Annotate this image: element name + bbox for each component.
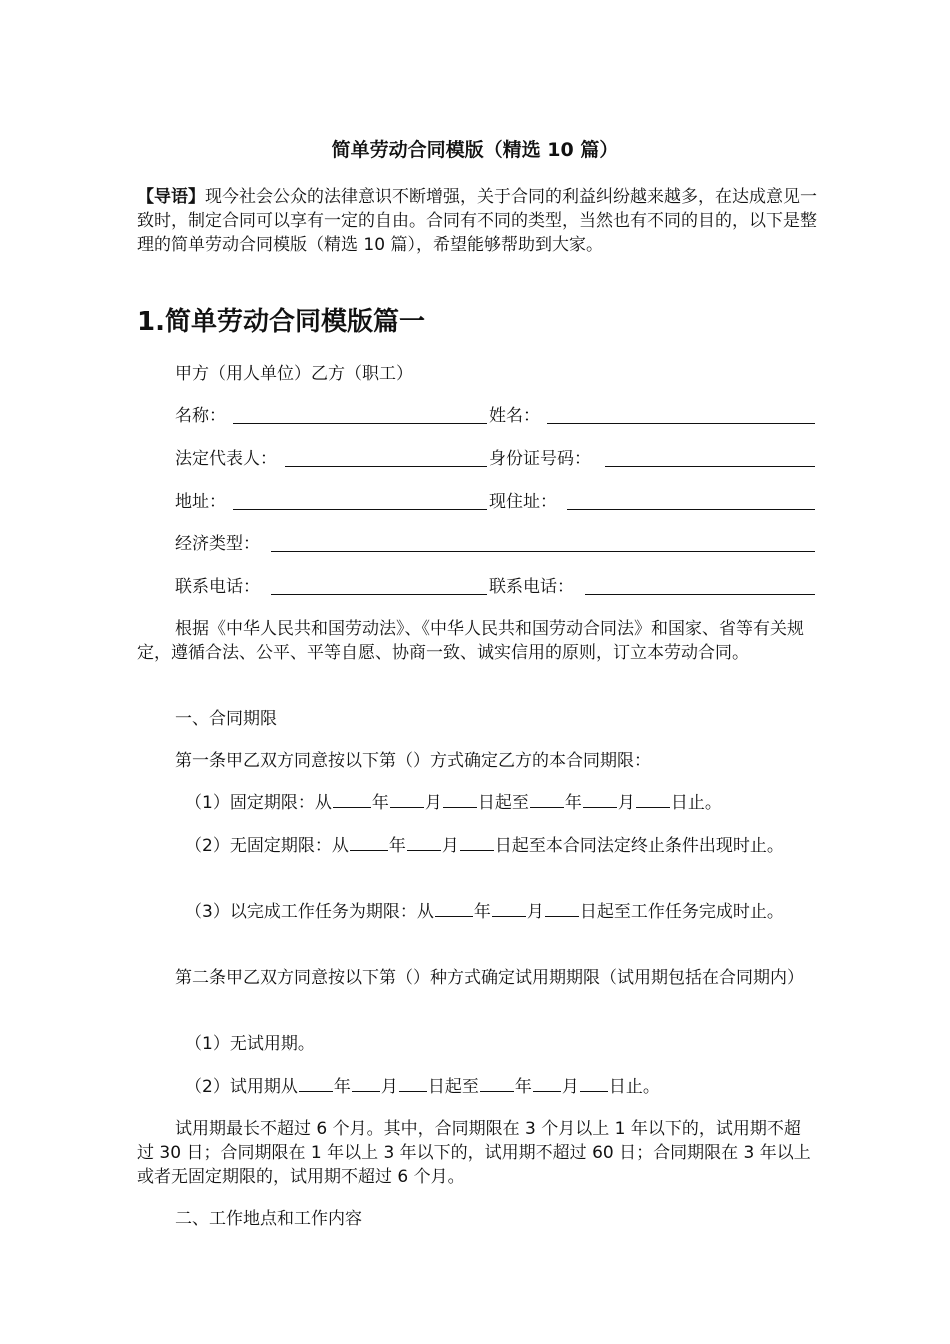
address-label: 地址： bbox=[175, 492, 226, 512]
section-heading: 1.简单劳动合同模版篇一 bbox=[137, 307, 425, 337]
opt3-text-4: 日起至工作任务完成时止。 bbox=[579, 902, 784, 922]
current-address-label: 现住址： bbox=[489, 492, 557, 512]
document-title: 简单劳动合同模版（精选 10 篇） bbox=[331, 139, 619, 161]
current-address-blank bbox=[567, 509, 815, 510]
opt1-text-5: 年 bbox=[564, 793, 582, 813]
month-blank bbox=[352, 1075, 380, 1092]
trial-note-paragraph: 试用期最长不超过 6 个月。其中，合同期限在 3 个月以上 1 年以下的，试用期不超过 30 日；合同期限在 1 年以上 3 年以下的，试用期不超过 60 日；合同期限在 3 年以上或者无固定期限的，试用期不超过 6 个月。 bbox=[137, 1119, 811, 1187]
day-blank bbox=[443, 791, 477, 808]
opt1-text-6: 月 bbox=[617, 793, 635, 813]
field-row-address bbox=[175, 490, 815, 514]
opt2-text-1: （2）无固定期限：从 bbox=[185, 836, 349, 856]
name-blank bbox=[233, 423, 487, 424]
id-number-label: 身份证号码： bbox=[489, 449, 591, 469]
phone-a-label: 联系电话： bbox=[175, 577, 260, 597]
year-blank bbox=[333, 791, 371, 808]
phone-b-blank bbox=[585, 594, 815, 595]
term-option-1 bbox=[137, 791, 815, 815]
trial2-text-2: 年 bbox=[333, 1077, 351, 1097]
term-option-2 bbox=[137, 834, 815, 858]
year-blank bbox=[435, 900, 473, 917]
opt1-text-2: 年 bbox=[371, 793, 389, 813]
article-2: 第二条甲乙双方同意按以下第（）种方式确定试用期期限（试用期包括在合同期内） bbox=[175, 968, 804, 988]
opt1-text-7: 日止。 bbox=[670, 793, 722, 813]
day-blank bbox=[460, 834, 494, 851]
person-name-blank bbox=[547, 423, 815, 424]
economic-type-label: 经济类型： bbox=[175, 534, 260, 554]
trial-option-2 bbox=[137, 1075, 815, 1099]
field-row-legal bbox=[175, 447, 815, 471]
trial-option-1: （1）无试用期。 bbox=[185, 1034, 315, 1054]
phone-b-label: 联系电话： bbox=[489, 577, 574, 597]
intro-text: 现今社会公众的法律意识不断增强，关于合同的利益纠纷越来越多，在达成意见一致时，制定合同可以享有一定的自由。合同有不同的类型，当然也有不同的目的，以下是整理的简单劳动合同模版（精选 10 篇），希望能够帮助到大家。 bbox=[137, 187, 817, 255]
intro-paragraph bbox=[137, 185, 817, 257]
opt1-text-3: 月 bbox=[424, 793, 442, 813]
opt3-text-2: 年 bbox=[473, 902, 491, 922]
phone-a-blank bbox=[271, 594, 487, 595]
address-blank bbox=[233, 509, 487, 510]
opt1-text-1: （1）固定期限：从 bbox=[185, 793, 332, 813]
month-blank bbox=[533, 1075, 561, 1092]
day-blank bbox=[636, 791, 670, 808]
chapter-1-heading: 一、合同期限 bbox=[175, 709, 277, 729]
legal-rep-blank bbox=[285, 466, 487, 467]
day-blank bbox=[545, 900, 579, 917]
opt2-text-4: 日起至本合同法定终止条件出现时止。 bbox=[494, 836, 784, 856]
opt2-text-2: 年 bbox=[388, 836, 406, 856]
parties-text: 甲方（用人单位）乙方（职工） bbox=[175, 364, 413, 384]
year-blank bbox=[350, 834, 388, 851]
intro-label: 【导语】 bbox=[137, 187, 205, 207]
month-blank bbox=[407, 834, 441, 851]
name-label: 名称： bbox=[175, 406, 226, 426]
trial2-text-1: （2）试用期从 bbox=[185, 1077, 298, 1097]
day-blank bbox=[580, 1075, 608, 1092]
person-name-label: 姓名： bbox=[489, 406, 540, 426]
month-blank bbox=[390, 791, 424, 808]
chapter-2-heading: 二、工作地点和工作内容 bbox=[175, 1209, 362, 1229]
basis-paragraph: 根据《中华人民共和国劳动法》、《中华人民共和国劳动合同法》和国家、省等有关规定，遵循合法、公平、平等自愿、协商一致、诚实信用的原则，订立本劳动合同。 bbox=[137, 619, 804, 663]
trial2-text-4: 日起至 bbox=[427, 1077, 479, 1097]
field-row-phone bbox=[175, 575, 815, 599]
opt3-text-1: （3）以完成工作任务为期限：从 bbox=[185, 902, 434, 922]
year-blank bbox=[299, 1075, 333, 1092]
term-option-3 bbox=[137, 900, 815, 924]
article-1: 第一条甲乙双方同意按以下第（）方式确定乙方的本合同期限： bbox=[175, 751, 651, 771]
opt3-text-3: 月 bbox=[526, 902, 544, 922]
opt1-text-4: 日起至 bbox=[477, 793, 529, 813]
opt2-text-3: 月 bbox=[441, 836, 459, 856]
field-row-name bbox=[175, 404, 815, 428]
trial2-text-7: 日止。 bbox=[608, 1077, 660, 1097]
year-blank bbox=[480, 1075, 514, 1092]
trial2-text-3: 月 bbox=[380, 1077, 398, 1097]
field-row-economic bbox=[175, 532, 815, 556]
parties-line bbox=[175, 362, 815, 386]
trial2-text-6: 月 bbox=[561, 1077, 579, 1097]
trial2-text-5: 年 bbox=[514, 1077, 532, 1097]
month-blank bbox=[492, 900, 526, 917]
month-blank bbox=[583, 791, 617, 808]
day-blank bbox=[399, 1075, 427, 1092]
legal-rep-label: 法定代表人： bbox=[175, 449, 277, 469]
year-blank bbox=[530, 791, 564, 808]
economic-type-blank bbox=[271, 551, 815, 552]
id-number-blank bbox=[605, 466, 815, 467]
